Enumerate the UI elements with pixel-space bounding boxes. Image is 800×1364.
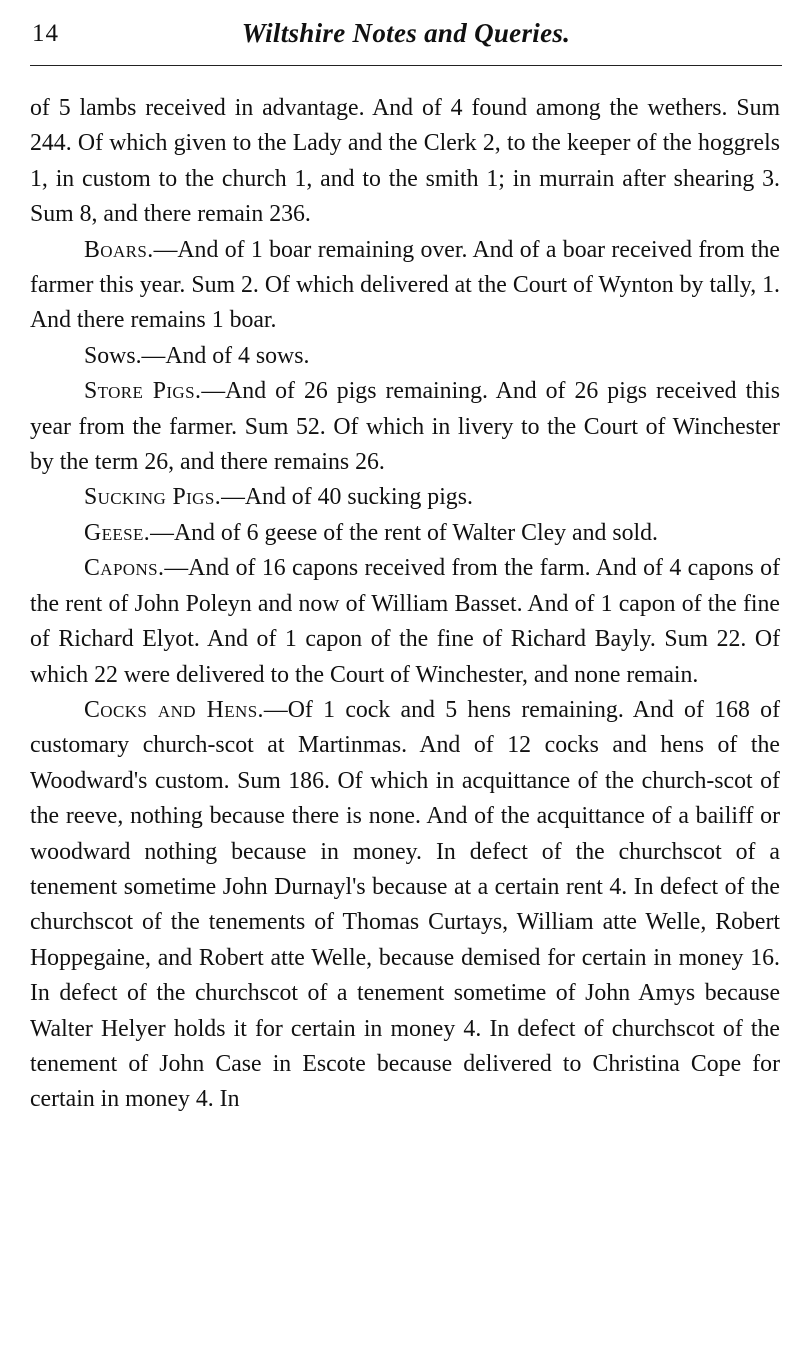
running-title: Wiltshire Notes and Queries. [241, 18, 571, 48]
paragraph-text: —And of 40 sucking pigs. [221, 484, 473, 511]
paragraph-boars [30, 233, 780, 339]
page-number: 14 [32, 20, 59, 47]
paragraph-sucking-pigs [30, 480, 780, 515]
paragraph-text: —And of 16 capons received from the farm. And of 4 capons of the rent of John Poleyn and now of William Basset. And of 1 capon of the fine of Richard Elyot. And of 1 capon of the fine of Richard Bayly. Sum 22. Of which 22 were delivered to the Court of Winchester, and none remain. [30, 555, 780, 688]
paragraph-lambs [30, 91, 780, 233]
section-heading: Sows. [84, 342, 142, 369]
paragraph-text: —Of 1 cock and 5 hens remaining. And of 168 of customary church-scot at Martinmas. And of 12 cocks and hens of the Woodward's custom. Sum 186. Of which in acquittance of the church-scot of the reeve, nothing because there is none. And of the acquittance of a bailiff or woodward nothing because in money. In defect of the churchscot of a tenement sometime John Durnayl's because at a certain rent 4. In defect of the churchscot of the tenements of Thomas Curtays, William atte Welle, Robert Hoppegaine, and Robert atte Welle, because demised for certain in money 16. In defect of the churchscot of a tenement sometime of John Amys because Walter Helyer holds it for certain in money 4. In defect of churchscot of the tenement of John Case in Escote because delivered to Christina Cope for certain in money 4. In [30, 696, 780, 1113]
paragraph-geese [30, 516, 780, 551]
paragraph-cocks-and-hens [30, 693, 780, 1118]
body-text [30, 91, 780, 1118]
paragraph-text: —And of 4 sows. [141, 342, 310, 369]
paragraph-text: of 5 lambs received in advantage. And of 4 found among the wethers. Sum 244. Of which given to the Lady and the Clerk 2, to the keeper of the hoggrels 1, in custom to the church 1, and to the smith 1; in murrain after shearing 3. Sum 8, and there remain 236. [30, 95, 780, 228]
section-heading: Sucking Pigs. [84, 484, 222, 511]
paragraph-text: —And of 6 geese of the rent of Walter Cley and sold. [150, 519, 658, 546]
section-heading: Capons. [84, 555, 165, 582]
paragraph-capons [30, 551, 780, 693]
paragraph-sows [30, 339, 780, 374]
running-head [32, 14, 780, 60]
section-heading: Boars. [84, 236, 154, 263]
section-heading: Store Pigs. [84, 378, 202, 405]
paragraph-store-pigs [30, 374, 780, 480]
section-heading: Geese. [84, 519, 151, 546]
section-heading: Cocks and Hens. [84, 696, 264, 723]
paragraph-text: —And of 26 pigs remaining. And of 26 pigs received this year from the farmer. Sum 52. Of which in livery to the Court of Winchester by the term 26, and there remains 26. [30, 378, 780, 476]
header-rule [30, 65, 782, 66]
paragraph-text: —And of 1 boar remaining over. And of a boar received from the farmer this year. Sum 2. Of which delivered at the Court of Wynton by tally, 1. And there remains 1 boar. [30, 236, 780, 334]
